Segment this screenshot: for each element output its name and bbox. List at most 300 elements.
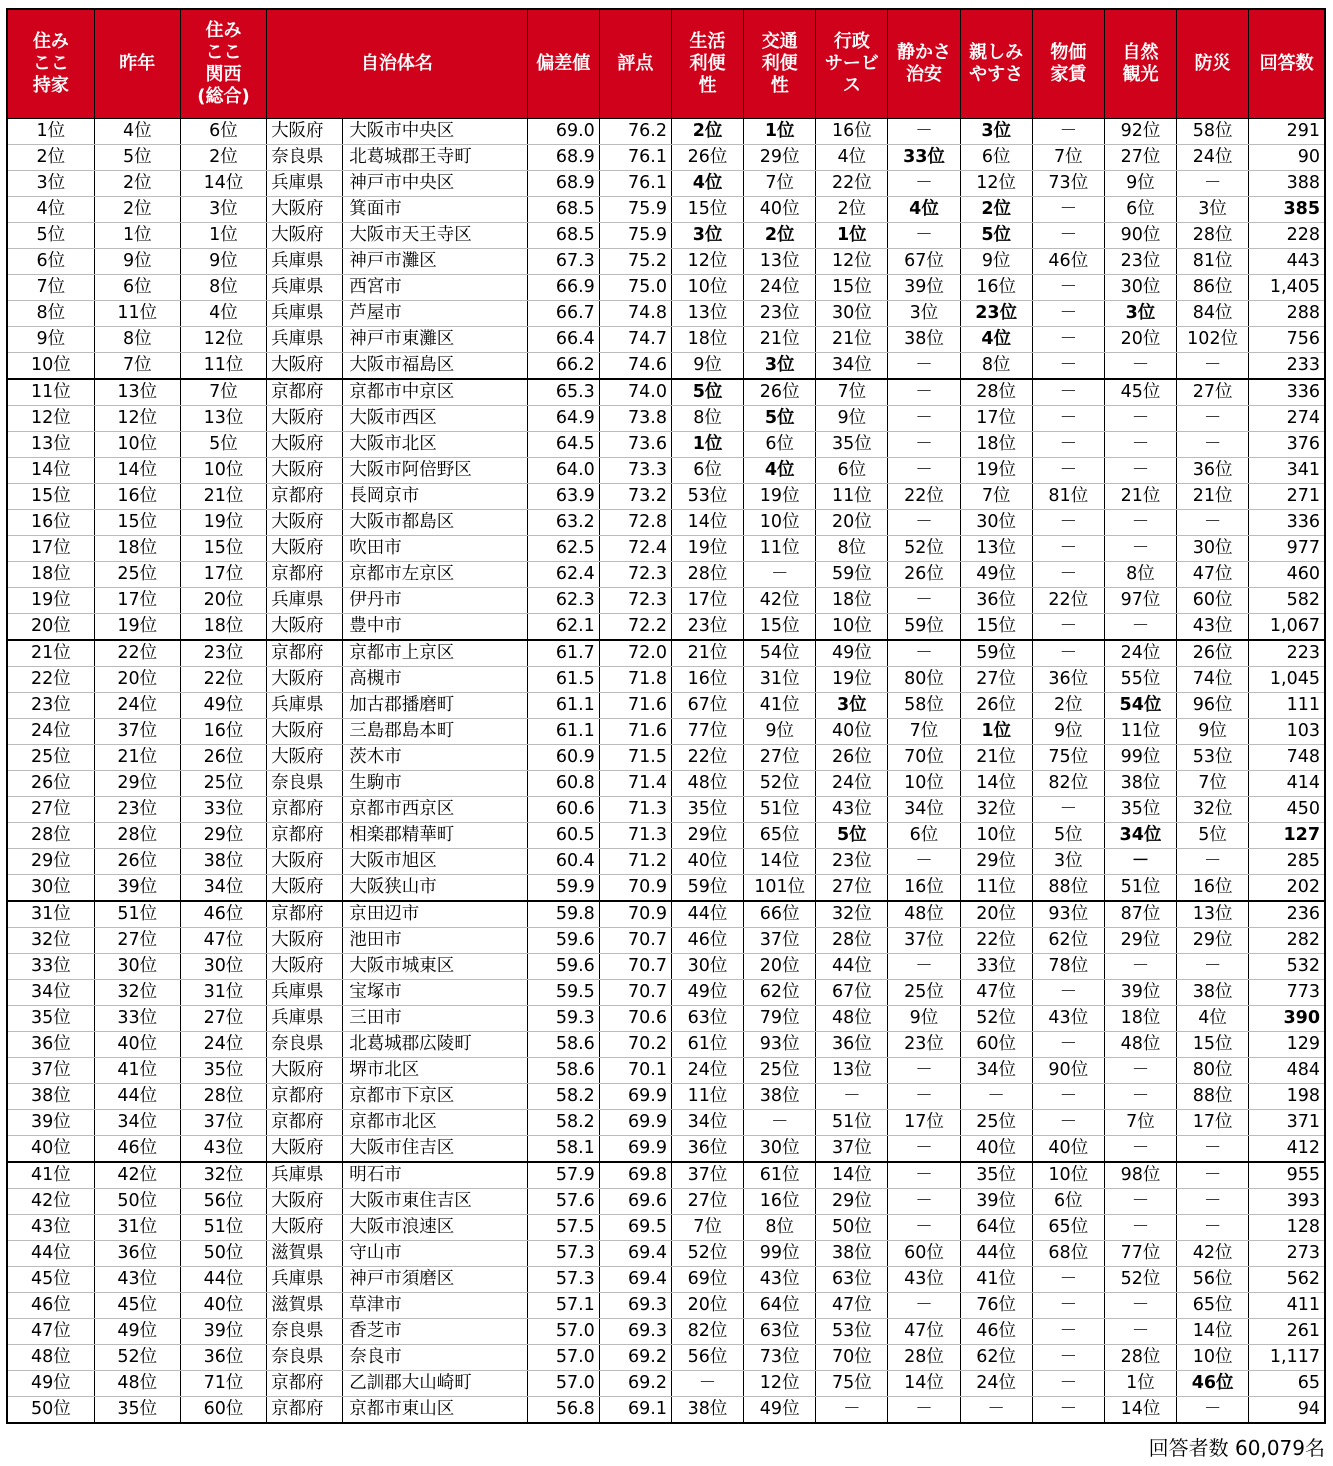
table-cell: － (960, 1084, 1032, 1110)
table-cell: － (1032, 614, 1104, 641)
table-cell: 532 (1249, 954, 1325, 980)
table-cell: 47位 (180, 928, 266, 954)
table-cell: 35位 (7, 1006, 94, 1032)
table-cell: 23位 (960, 301, 1032, 327)
table-cell: 103 (1249, 719, 1325, 745)
table-cell: 7位 (1104, 1110, 1176, 1136)
table-cell: － (1032, 1084, 1104, 1110)
table-row (7, 588, 1325, 614)
table-cell: 13位 (1177, 901, 1249, 928)
table-row (7, 980, 1325, 1006)
table-cell: 25位 (888, 980, 960, 1006)
table-cell: 54位 (1104, 693, 1176, 719)
table-cell: 39位 (7, 1110, 94, 1136)
table-cell: 49位 (7, 1371, 94, 1397)
table-cell: 20位 (7, 614, 94, 641)
table-cell: 奈良県 (267, 1345, 343, 1371)
table-cell: 8位 (816, 536, 888, 562)
table-cell: 33位 (888, 145, 960, 171)
table-cell: 70.9 (599, 901, 671, 928)
table-cell: 41位 (744, 693, 816, 719)
table-cell: 5位 (7, 223, 94, 249)
table-cell: － (1032, 432, 1104, 458)
table-cell: 80位 (888, 667, 960, 693)
table-cell: 49位 (671, 980, 743, 1006)
table-cell: 46位 (180, 901, 266, 928)
table-cell: 73.8 (599, 406, 671, 432)
table-cell: 10位 (816, 614, 888, 641)
table-cell: 24位 (960, 1371, 1032, 1397)
table-cell: 34位 (671, 1110, 743, 1136)
table-cell: 19位 (180, 510, 266, 536)
table-cell: 61.1 (527, 693, 599, 719)
table-cell: 32位 (1177, 797, 1249, 823)
table-cell: － (1104, 536, 1176, 562)
table-cell: 65 (1249, 1371, 1325, 1397)
table-cell: 30位 (960, 510, 1032, 536)
table-cell: 70位 (888, 745, 960, 771)
table-cell: 60.5 (527, 823, 599, 849)
table-cell: 69.2 (599, 1345, 671, 1371)
table-cell: 65位 (744, 823, 816, 849)
table-cell: － (888, 119, 960, 145)
table-cell: 京田辺市 (343, 901, 527, 928)
table-cell: 69.9 (599, 1110, 671, 1136)
table-cell: － (1032, 536, 1104, 562)
table-cell: 奈良市 (343, 1345, 527, 1371)
table-cell: 78位 (1032, 954, 1104, 980)
table-cell: 46位 (1032, 249, 1104, 275)
table-cell: － (1032, 275, 1104, 301)
table-cell: － (1104, 1319, 1176, 1345)
table-cell: 41位 (94, 1058, 180, 1084)
column-header: 物価 家賃 (1032, 9, 1104, 119)
table-cell: 44位 (960, 1241, 1032, 1267)
table-cell: 36位 (1032, 667, 1104, 693)
table-cell: 10位 (888, 771, 960, 797)
table-row (7, 1084, 1325, 1110)
table-cell: 28位 (671, 562, 743, 588)
table-cell: 45位 (94, 1293, 180, 1319)
table-row (7, 1215, 1325, 1241)
table-cell: 74.6 (599, 353, 671, 380)
table-cell: 20位 (960, 901, 1032, 928)
table-cell: 2位 (7, 145, 94, 171)
table-cell: 4位 (816, 145, 888, 171)
table-cell: 376 (1249, 432, 1325, 458)
table-cell: 2位 (94, 197, 180, 223)
table-cell: － (888, 849, 960, 875)
table-cell: 13位 (671, 301, 743, 327)
table-cell: 1位 (960, 719, 1032, 745)
table-cell: 5位 (1032, 823, 1104, 849)
table-cell: 74.7 (599, 327, 671, 353)
table-cell: 68位 (1032, 1241, 1104, 1267)
table-cell: 57.6 (527, 1189, 599, 1215)
table-cell: 24位 (94, 693, 180, 719)
table-row (7, 1058, 1325, 1084)
table-cell: 40位 (7, 1136, 94, 1163)
table-cell: 19位 (744, 484, 816, 510)
table-cell: 31位 (744, 667, 816, 693)
table-cell: 28位 (7, 823, 94, 849)
table-cell: 9位 (180, 249, 266, 275)
table-cell: － (888, 954, 960, 980)
table-cell: 38位 (671, 1397, 743, 1424)
table-cell: 288 (1249, 301, 1325, 327)
table-cell: － (1104, 954, 1176, 980)
table-cell: 40位 (671, 849, 743, 875)
table-cell: 4位 (180, 301, 266, 327)
table-cell: 京都市中京区 (343, 379, 527, 406)
table-cell: 46位 (7, 1293, 94, 1319)
table-cell: 88位 (1032, 875, 1104, 902)
table-cell: 48位 (7, 1345, 94, 1371)
table-row (7, 327, 1325, 353)
table-cell: － (1032, 797, 1104, 823)
table-cell: 22位 (94, 640, 180, 667)
table-cell: 5位 (744, 406, 816, 432)
table-cell: － (1032, 1267, 1104, 1293)
table-cell: 17位 (94, 588, 180, 614)
table-row (7, 458, 1325, 484)
table-row (7, 771, 1325, 797)
table-cell: 13位 (94, 379, 180, 406)
table-cell: 22位 (671, 745, 743, 771)
table-cell: 大阪府 (267, 119, 343, 145)
table-cell: 京都市左京区 (343, 562, 527, 588)
table-cell: － (1032, 301, 1104, 327)
table-cell: 16位 (1177, 875, 1249, 902)
table-cell: 30位 (1177, 536, 1249, 562)
table-cell: 71.4 (599, 771, 671, 797)
table-cell: 390 (1249, 1006, 1325, 1032)
table-cell: 48位 (888, 901, 960, 928)
table-row (7, 1032, 1325, 1058)
table-cell: 京都府 (267, 1397, 343, 1424)
table-cell: 57.5 (527, 1215, 599, 1241)
table-cell: 28位 (816, 928, 888, 954)
table-cell: 26位 (7, 771, 94, 797)
table-cell: 堺市北区 (343, 1058, 527, 1084)
table-cell: 9位 (7, 327, 94, 353)
table-cell: 19位 (671, 536, 743, 562)
table-cell: 47位 (7, 1319, 94, 1345)
table-cell: 京都府 (267, 1110, 343, 1136)
table-cell: 38位 (1104, 771, 1176, 797)
table-cell: 大阪府 (267, 432, 343, 458)
table-cell: 42位 (7, 1189, 94, 1215)
table-cell: 8位 (94, 327, 180, 353)
table-cell: 茨木市 (343, 745, 527, 771)
table-cell: 43位 (744, 1267, 816, 1293)
table-cell: 69.2 (599, 1371, 671, 1397)
table-cell: 388 (1249, 171, 1325, 197)
table-cell: 955 (1249, 1162, 1325, 1189)
table-row (7, 614, 1325, 641)
table-cell: － (888, 510, 960, 536)
table-cell: 33位 (960, 954, 1032, 980)
table-cell: － (1104, 849, 1176, 875)
table-cell: 7位 (671, 1215, 743, 1241)
table-cell: 7位 (7, 275, 94, 301)
table-cell: 76.2 (599, 119, 671, 145)
table-cell: 16位 (888, 875, 960, 902)
table-cell: 5位 (180, 432, 266, 458)
respondent-count: 回答者数 60,079名 (1148, 1436, 1325, 1460)
table-cell: 35位 (671, 797, 743, 823)
table-row (7, 1006, 1325, 1032)
table-cell: 47位 (1177, 562, 1249, 588)
table-cell: 16位 (94, 484, 180, 510)
table-cell: 2位 (960, 197, 1032, 223)
table-cell: 16位 (816, 119, 888, 145)
table-cell: 大阪府 (267, 536, 343, 562)
table-cell: 50位 (180, 1241, 266, 1267)
table-cell: 90位 (1104, 223, 1176, 249)
table-cell: 14位 (94, 458, 180, 484)
table-cell: 京都府 (267, 797, 343, 823)
table-body (7, 119, 1325, 1424)
table-cell: 27位 (7, 797, 94, 823)
table-cell: 58.2 (527, 1084, 599, 1110)
table-cell: 29位 (94, 771, 180, 797)
table-cell: 24位 (7, 719, 94, 745)
table-cell: 582 (1249, 588, 1325, 614)
table-cell: 59位 (671, 875, 743, 902)
table-cell: 68.5 (527, 223, 599, 249)
table-cell: － (888, 432, 960, 458)
table-cell: － (1177, 353, 1249, 380)
table-cell: 38位 (180, 849, 266, 875)
table-cell: 3位 (888, 301, 960, 327)
table-cell: － (1032, 119, 1104, 145)
table-cell: － (888, 1189, 960, 1215)
table-cell: 53位 (816, 1319, 888, 1345)
table-cell: 75位 (1032, 745, 1104, 771)
table-cell: 58.2 (527, 1110, 599, 1136)
table-cell: 65位 (1177, 1293, 1249, 1319)
table-cell: － (1032, 223, 1104, 249)
table-cell: 24位 (816, 771, 888, 797)
table-cell: 70.6 (599, 1006, 671, 1032)
table-row (7, 353, 1325, 380)
table-cell: 4位 (671, 171, 743, 197)
table-cell: 23位 (94, 797, 180, 823)
table-cell: 10位 (180, 458, 266, 484)
table-cell: 5位 (816, 823, 888, 849)
table-cell: 48位 (1104, 1032, 1176, 1058)
table-cell: 大阪府 (267, 667, 343, 693)
table-cell: 18位 (816, 588, 888, 614)
table-cell: 42位 (1177, 1241, 1249, 1267)
table-cell: 20位 (180, 588, 266, 614)
table-cell: 4位 (7, 197, 94, 223)
table-cell: 池田市 (343, 928, 527, 954)
table-cell: 大阪府 (267, 849, 343, 875)
table-cell: 47位 (816, 1293, 888, 1319)
table-cell: 38位 (7, 1084, 94, 1110)
table-cell: 56位 (180, 1189, 266, 1215)
table-cell: 17位 (7, 536, 94, 562)
table-cell: 73.3 (599, 458, 671, 484)
table-cell: 34位 (1104, 823, 1176, 849)
table-cell: 17位 (180, 562, 266, 588)
table-cell: 35位 (1104, 797, 1176, 823)
table-cell: 兵庫県 (267, 275, 343, 301)
table-cell: 385 (1249, 197, 1325, 223)
table-cell: 京都市東山区 (343, 1397, 527, 1424)
table-cell: 4位 (888, 197, 960, 223)
table-cell: 4位 (94, 119, 180, 145)
table-cell: 63位 (744, 1319, 816, 1345)
table-cell: 25位 (960, 1110, 1032, 1136)
table-cell: 三島郡島本町 (343, 719, 527, 745)
table-row (7, 1319, 1325, 1345)
table-cell: 69.0 (527, 119, 599, 145)
table-cell: 6位 (1104, 197, 1176, 223)
table-cell: 25位 (180, 771, 266, 797)
table-cell: 60.4 (527, 849, 599, 875)
table-cell: 35位 (816, 432, 888, 458)
table-cell: 1位 (744, 119, 816, 145)
table-cell: 28位 (180, 1084, 266, 1110)
table-row (7, 484, 1325, 510)
table-cell: － (744, 562, 816, 588)
table-cell: 62位 (960, 1345, 1032, 1371)
table-cell: 2位 (816, 197, 888, 223)
table-row (7, 562, 1325, 588)
table-cell: 37位 (888, 928, 960, 954)
table-cell: 39位 (960, 1189, 1032, 1215)
table-cell: 371 (1249, 1110, 1325, 1136)
table-cell: 26位 (671, 145, 743, 171)
table-cell: 28位 (1104, 1345, 1176, 1371)
table-cell: 43位 (816, 797, 888, 823)
table-cell: 36位 (960, 588, 1032, 614)
table-cell: 生駒市 (343, 771, 527, 797)
table-cell: 62.3 (527, 588, 599, 614)
table-cell: 69.4 (599, 1267, 671, 1293)
table-cell: 336 (1249, 510, 1325, 536)
table-cell: 460 (1249, 562, 1325, 588)
table-cell: 32位 (7, 928, 94, 954)
table-cell: 2位 (180, 145, 266, 171)
table-row (7, 119, 1325, 145)
table-cell: 11位 (94, 301, 180, 327)
table-cell: 1位 (671, 432, 743, 458)
table-cell: 58.6 (527, 1058, 599, 1084)
table-cell: 1位 (7, 119, 94, 145)
table-cell: 神戸市灘区 (343, 249, 527, 275)
table-cell: 28位 (94, 823, 180, 849)
table-cell: 京都市北区 (343, 1110, 527, 1136)
table-cell: 大阪府 (267, 1058, 343, 1084)
table-cell: 大阪市城東区 (343, 954, 527, 980)
table-cell: 京都府 (267, 379, 343, 406)
table-cell: 102位 (1177, 327, 1249, 353)
table-cell: 66.4 (527, 327, 599, 353)
table-cell: 12位 (94, 406, 180, 432)
table-cell: 90位 (1032, 1058, 1104, 1084)
table-cell: － (888, 458, 960, 484)
table-cell: 23位 (1104, 249, 1176, 275)
table-cell: 61.7 (527, 640, 599, 667)
table-cell: 22位 (888, 484, 960, 510)
table-cell: 32位 (960, 797, 1032, 823)
table-cell: 34位 (180, 875, 266, 902)
table-cell: 6位 (671, 458, 743, 484)
table-row (7, 823, 1325, 849)
table-cell: 兵庫県 (267, 980, 343, 1006)
table-cell: － (960, 1397, 1032, 1424)
table-cell: 274 (1249, 406, 1325, 432)
table-cell: 80位 (1177, 1058, 1249, 1084)
table-row (7, 1371, 1325, 1397)
table-cell: 32位 (180, 1162, 266, 1189)
table-cell: 58位 (888, 693, 960, 719)
table-cell: 450 (1249, 797, 1325, 823)
table-cell: 16位 (7, 510, 94, 536)
table-cell: 18位 (960, 432, 1032, 458)
table-cell: 24位 (1104, 640, 1176, 667)
table-cell: 29位 (671, 823, 743, 849)
table-cell: － (1104, 614, 1176, 641)
table-cell: 75位 (816, 1371, 888, 1397)
table-cell: 71.6 (599, 719, 671, 745)
table-cell: 63.9 (527, 484, 599, 510)
table-cell: 29位 (1177, 928, 1249, 954)
table-cell: 25位 (744, 1058, 816, 1084)
table-cell: 562 (1249, 1267, 1325, 1293)
table-cell: 京都府 (267, 484, 343, 510)
table-cell: 21位 (1177, 484, 1249, 510)
table-cell: 23位 (180, 640, 266, 667)
table-cell: 56.8 (527, 1397, 599, 1424)
table-cell: 6位 (888, 823, 960, 849)
table-cell: － (1032, 1397, 1104, 1424)
table-cell: 19位 (94, 614, 180, 641)
table-cell: 43位 (94, 1267, 180, 1293)
table-cell: 45位 (1104, 379, 1176, 406)
table-cell: － (1032, 1319, 1104, 1345)
table-cell: 47位 (888, 1319, 960, 1345)
table-cell: 13位 (744, 249, 816, 275)
table-cell: 61.5 (527, 667, 599, 693)
table-cell: 66位 (744, 901, 816, 928)
table-cell: 6位 (7, 249, 94, 275)
table-cell: 59.6 (527, 954, 599, 980)
table-cell: 33位 (7, 954, 94, 980)
table-cell: 40位 (960, 1136, 1032, 1163)
table-cell: 北葛城郡広陵町 (343, 1032, 527, 1058)
table-cell: 20位 (816, 510, 888, 536)
table-row (7, 197, 1325, 223)
table-cell: 61位 (671, 1032, 743, 1058)
table-cell: 11位 (7, 379, 94, 406)
table-cell: 芦屋市 (343, 301, 527, 327)
table-row (7, 719, 1325, 745)
table-cell: 2位 (744, 223, 816, 249)
table-cell: 32位 (816, 901, 888, 928)
table-cell: 高槻市 (343, 667, 527, 693)
table-cell: 13位 (816, 1058, 888, 1084)
table-cell: 兵庫県 (267, 327, 343, 353)
table-cell: 43位 (180, 1136, 266, 1163)
table-cell: 37位 (94, 719, 180, 745)
table-cell: 51位 (816, 1110, 888, 1136)
table-cell: 40位 (816, 719, 888, 745)
